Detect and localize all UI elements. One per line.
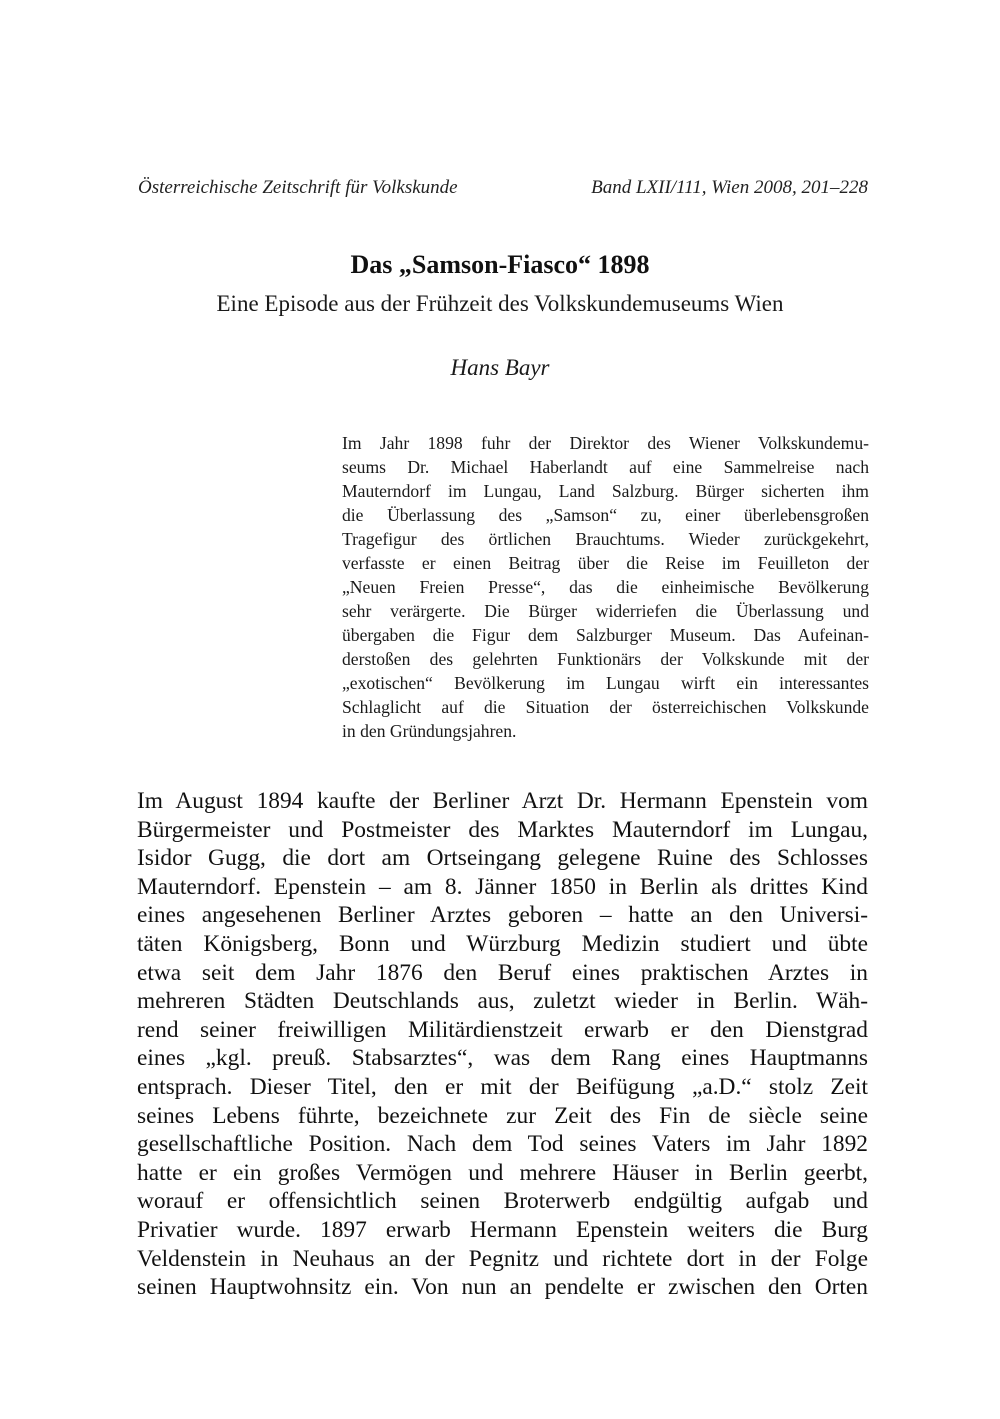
body-line: worauf er offensichtlich seinen Broterwerb endgültig aufgab und: [137, 1188, 868, 1215]
abstract-line: Tragefigur des örtlichen Brauchtums. Wieder zurückgekehrt,: [342, 529, 869, 549]
article-title: Das „Samson-Fiasco“ 1898: [350, 250, 650, 279]
abstract-line: seums Dr. Michael Haberlandt auf eine Sammelreise nach: [342, 457, 869, 477]
body-line: entsprach. Dieser Titel, den er mit der Beifügung „a.D.“ stolz Zeit: [137, 1073, 868, 1100]
abstract-line: derstoßen des gelehrten Funktionärs der Volkskunde mit der: [342, 649, 869, 669]
body-text: [137, 787, 868, 1302]
abstract: [342, 431, 869, 743]
body-line: mehreren Städten Deutschlands aus, zuletzt wieder in Berlin. Wäh-: [137, 988, 868, 1015]
abstract-line: sehr verärgerte. Die Bürger widerriefen die Überlassung und: [342, 601, 869, 621]
abstract-line: verfasste er einen Beitrag über die Reise im Feuilleton der: [342, 553, 869, 573]
body-line: Bürgermeister und Postmeister des Marktes Mauterndorf im Lungau,: [137, 816, 868, 843]
body-line: Mauterndorf. Epenstein – am 8. Jänner 1850 in Berlin als drittes Kind: [137, 873, 868, 900]
body-line: seines Lebens führte, bezeichnete zur Zeit des Fin de siècle seine: [137, 1102, 868, 1129]
abstract-line: „Neuen Freien Presse“, das die einheimische Bevölkerung: [342, 577, 869, 597]
body-line: täten Königsberg, Bonn und Würzburg Medizin studiert und übte: [137, 930, 868, 957]
article-author: Hans Bayr: [450, 355, 550, 380]
abstract-line: „exotischen“ Bevölkerung im Lungau wirft ein interessantes: [342, 673, 869, 693]
abstract-line: in den Gründungsjahren.: [342, 721, 517, 741]
abstract-line: Schlaglicht auf die Situation der österreichischen Volkskunde: [342, 697, 869, 717]
abstract-line: Mauterndorf im Lungau, Land Salzburg. Bürger sicherten ihm: [342, 481, 869, 501]
journal-title: Österreichische Zeitschrift für Volkskunde: [138, 177, 458, 198]
body-line: hatte er ein großes Vermögen und mehrere Häuser in Berlin geerbt,: [137, 1159, 868, 1186]
body-line: gesellschaftliche Position. Nach dem Tod seines Vaters im Jahr 1892: [137, 1131, 868, 1158]
article-subtitle: Eine Episode aus der Frühzeit des Volkskundemuseums Wien: [216, 291, 784, 316]
body-line: rend seiner freiwilligen Militärdienstzeit erwarb er den Dienstgrad: [137, 1016, 868, 1043]
body-line: Privatier wurde. 1897 erwarb Hermann Epenstein weiters die Burg: [137, 1216, 868, 1243]
body-line: Im August 1894 kaufte der Berliner Arzt Dr. Hermann Epenstein vom: [137, 788, 868, 814]
abstract-line: übergaben die Figur dem Salzburger Museum. Das Aufeinan-: [342, 625, 869, 645]
body-line: eines angesehenen Berliner Arztes geboren – hatte an den Universi-: [137, 902, 868, 929]
body-line: Isidor Gugg, die dort am Ortseingang gelegene Ruine des Schlosses: [137, 845, 868, 872]
abstract-line: Im Jahr 1898 fuhr der Direktor des Wiener Volkskundemu-: [342, 433, 869, 453]
volume-info: Band LXII/111, Wien 2008, 201–228: [591, 177, 868, 198]
abstract-line: die Überlassung des „Samson“ zu, einer überlebensgroßen: [342, 505, 869, 525]
body-line: eines „kgl. preuß. Stabsarztes“, was dem Rang eines Hauptmanns: [137, 1045, 868, 1072]
body-line: seinen Hauptwohnsitz ein. Von nun an pendelte er zwischen den Orten: [137, 1274, 868, 1301]
body-line: etwa seit dem Jahr 1876 den Beruf eines praktischen Arztes in: [137, 959, 868, 986]
body-line: Veldenstein in Neuhaus an der Pegnitz und richtete dort in der Folge: [137, 1245, 868, 1272]
